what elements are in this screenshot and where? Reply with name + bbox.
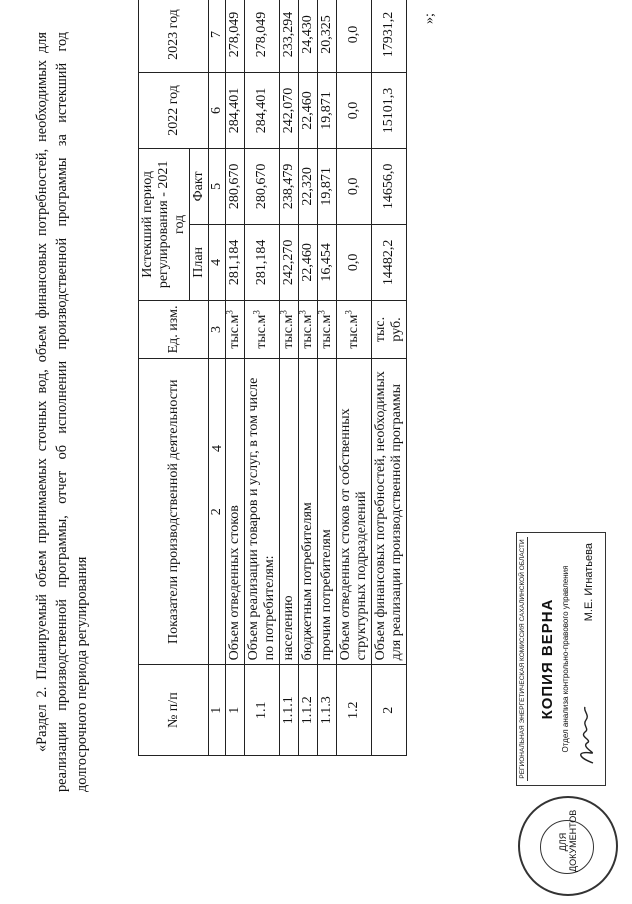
copy-certified-box	[516, 532, 606, 786]
unit-text: тыс.м	[281, 314, 296, 349]
row-fact: 14656,0	[372, 148, 407, 224]
row-2022: 284,401	[226, 73, 245, 149]
row-plan: 0,0	[337, 224, 372, 300]
unit-text: тыс.м	[227, 314, 242, 349]
page-number: 4	[210, 445, 225, 452]
row-num: 1.1	[245, 665, 280, 756]
unit-superscript: 3	[297, 310, 308, 315]
row-2023: 278,049	[245, 0, 280, 73]
row-2023: 0,0	[337, 0, 372, 73]
unit-superscript: 3	[278, 310, 289, 315]
table-row	[280, 0, 299, 756]
row-num: 1	[226, 665, 245, 756]
row-indicator: Объем отведенных стоков	[226, 359, 245, 665]
row-indicator: Объем финансовых потребностей, необходимых для реализации производственной программы	[372, 359, 407, 665]
row-2022: 0,0	[337, 73, 372, 149]
header-2022: 2022 год	[139, 73, 209, 149]
handwritten-signature	[573, 705, 601, 765]
row-plan: 16,454	[318, 224, 337, 300]
production-program-table	[138, 0, 407, 756]
header-indicator: Показатели производственной деятельности	[139, 359, 209, 665]
unit-text: тыс.м	[346, 314, 361, 349]
row-num: 1.1.1	[280, 665, 299, 756]
header-plan: План	[190, 224, 209, 300]
row-plan: 281,184	[226, 224, 245, 300]
closing-mark: »;	[422, 13, 437, 24]
row-2023: 24,430	[299, 0, 318, 73]
row-unit	[299, 300, 318, 358]
column-index-row	[209, 0, 226, 756]
unit-text: тыс. руб.	[373, 316, 404, 343]
column-index: 4	[209, 224, 226, 300]
row-2023: 17931,2	[372, 0, 407, 73]
row-2023: 20,325	[318, 0, 337, 73]
row-fact: 280,670	[245, 148, 280, 224]
table-row	[226, 0, 245, 756]
row-unit	[337, 300, 372, 358]
table-row	[372, 0, 407, 756]
row-plan: 22,460	[299, 224, 318, 300]
row-2022: 22,460	[299, 73, 318, 149]
row-plan: 14482,2	[372, 224, 407, 300]
column-index: 2	[209, 359, 226, 665]
row-num: 1.2	[337, 665, 372, 756]
header-2023: 2023 год	[139, 0, 209, 73]
row-unit	[372, 300, 407, 358]
row-fact: 238,479	[280, 148, 299, 224]
seal-text: ДЛЯ ДОКУМЕНТОВ	[558, 809, 578, 872]
row-num: 1.1.2	[299, 665, 318, 756]
section-heading	[32, 32, 92, 792]
row-2022: 284,401	[245, 73, 280, 149]
unit-text: тыс.м	[254, 314, 269, 349]
row-num: 1.1.3	[318, 665, 337, 756]
row-indicator: прочим потребителям	[318, 359, 337, 665]
row-num: 2	[372, 665, 407, 756]
unit-superscript: 3	[343, 310, 354, 315]
unit-superscript: 3	[224, 310, 235, 315]
row-fact: 280,670	[226, 148, 245, 224]
row-unit	[318, 300, 337, 358]
column-index: 7	[209, 0, 226, 73]
column-index: 3	[209, 300, 226, 358]
row-plan: 281,184	[245, 224, 280, 300]
stamp-department: Отдел анализа контрольно-правового управления	[561, 565, 570, 753]
row-2023: 278,049	[226, 0, 245, 73]
header-unit: Ед. изм.	[139, 300, 209, 358]
row-plan: 242,270	[280, 224, 299, 300]
table-row	[337, 0, 372, 756]
header-fact: Факт	[190, 148, 209, 224]
column-index: 6	[209, 73, 226, 149]
unit-text: тыс.м	[300, 314, 315, 349]
stamp-organization: РЕГИОНАЛЬНАЯ ЭНЕРГЕТИЧЕСКАЯ КОМИССИЯ САХАЛИНСКОЙ ОБЛАСТИ	[519, 537, 528, 781]
certification-stamp	[512, 532, 616, 904]
row-indicator: Объем реализации товаров и услуг, в том числе по потребителям:	[245, 359, 280, 665]
table-row	[299, 0, 318, 756]
section-heading-text: «Раздел 2. Планируемый объем принимаемых сточных вод, объем финансовых потребностей, необходимых для реализации производственной программы, отчет об исполнении производственной программы за истекший год долгосрочного периода регулирования	[34, 32, 90, 792]
row-unit	[280, 300, 299, 358]
row-indicator: бюджетным потребителям	[299, 359, 318, 665]
round-seal	[518, 796, 618, 896]
row-unit	[226, 300, 245, 358]
row-unit	[245, 300, 280, 358]
table-header-row	[139, 0, 190, 756]
stamp-signer: М.Е. Игнатьева	[583, 543, 595, 622]
row-indicator: Объем отведенных стоков от собственных структурных подразделений	[337, 359, 372, 665]
row-2022: 15101,3	[372, 73, 407, 149]
copy-verified-title: КОПИЯ ВЕРНА	[539, 598, 556, 720]
row-fact: 22,320	[299, 148, 318, 224]
unit-text: тыс.м	[319, 314, 334, 349]
row-2022: 242,070	[280, 73, 299, 149]
row-fact: 19,871	[318, 148, 337, 224]
header-num: № п/п	[139, 665, 209, 756]
column-index: 1	[209, 665, 226, 756]
unit-superscript: 3	[316, 310, 327, 315]
table-row	[318, 0, 337, 756]
row-fact: 0,0	[337, 148, 372, 224]
row-2023: 233,294	[280, 0, 299, 73]
column-index: 5	[209, 148, 226, 224]
row-indicator: населению	[280, 359, 299, 665]
table-row	[245, 0, 280, 756]
header-period: Истекший период регулирования - 2021 год	[139, 148, 190, 300]
row-2022: 19,871	[318, 73, 337, 149]
unit-superscript: 3	[251, 310, 262, 315]
